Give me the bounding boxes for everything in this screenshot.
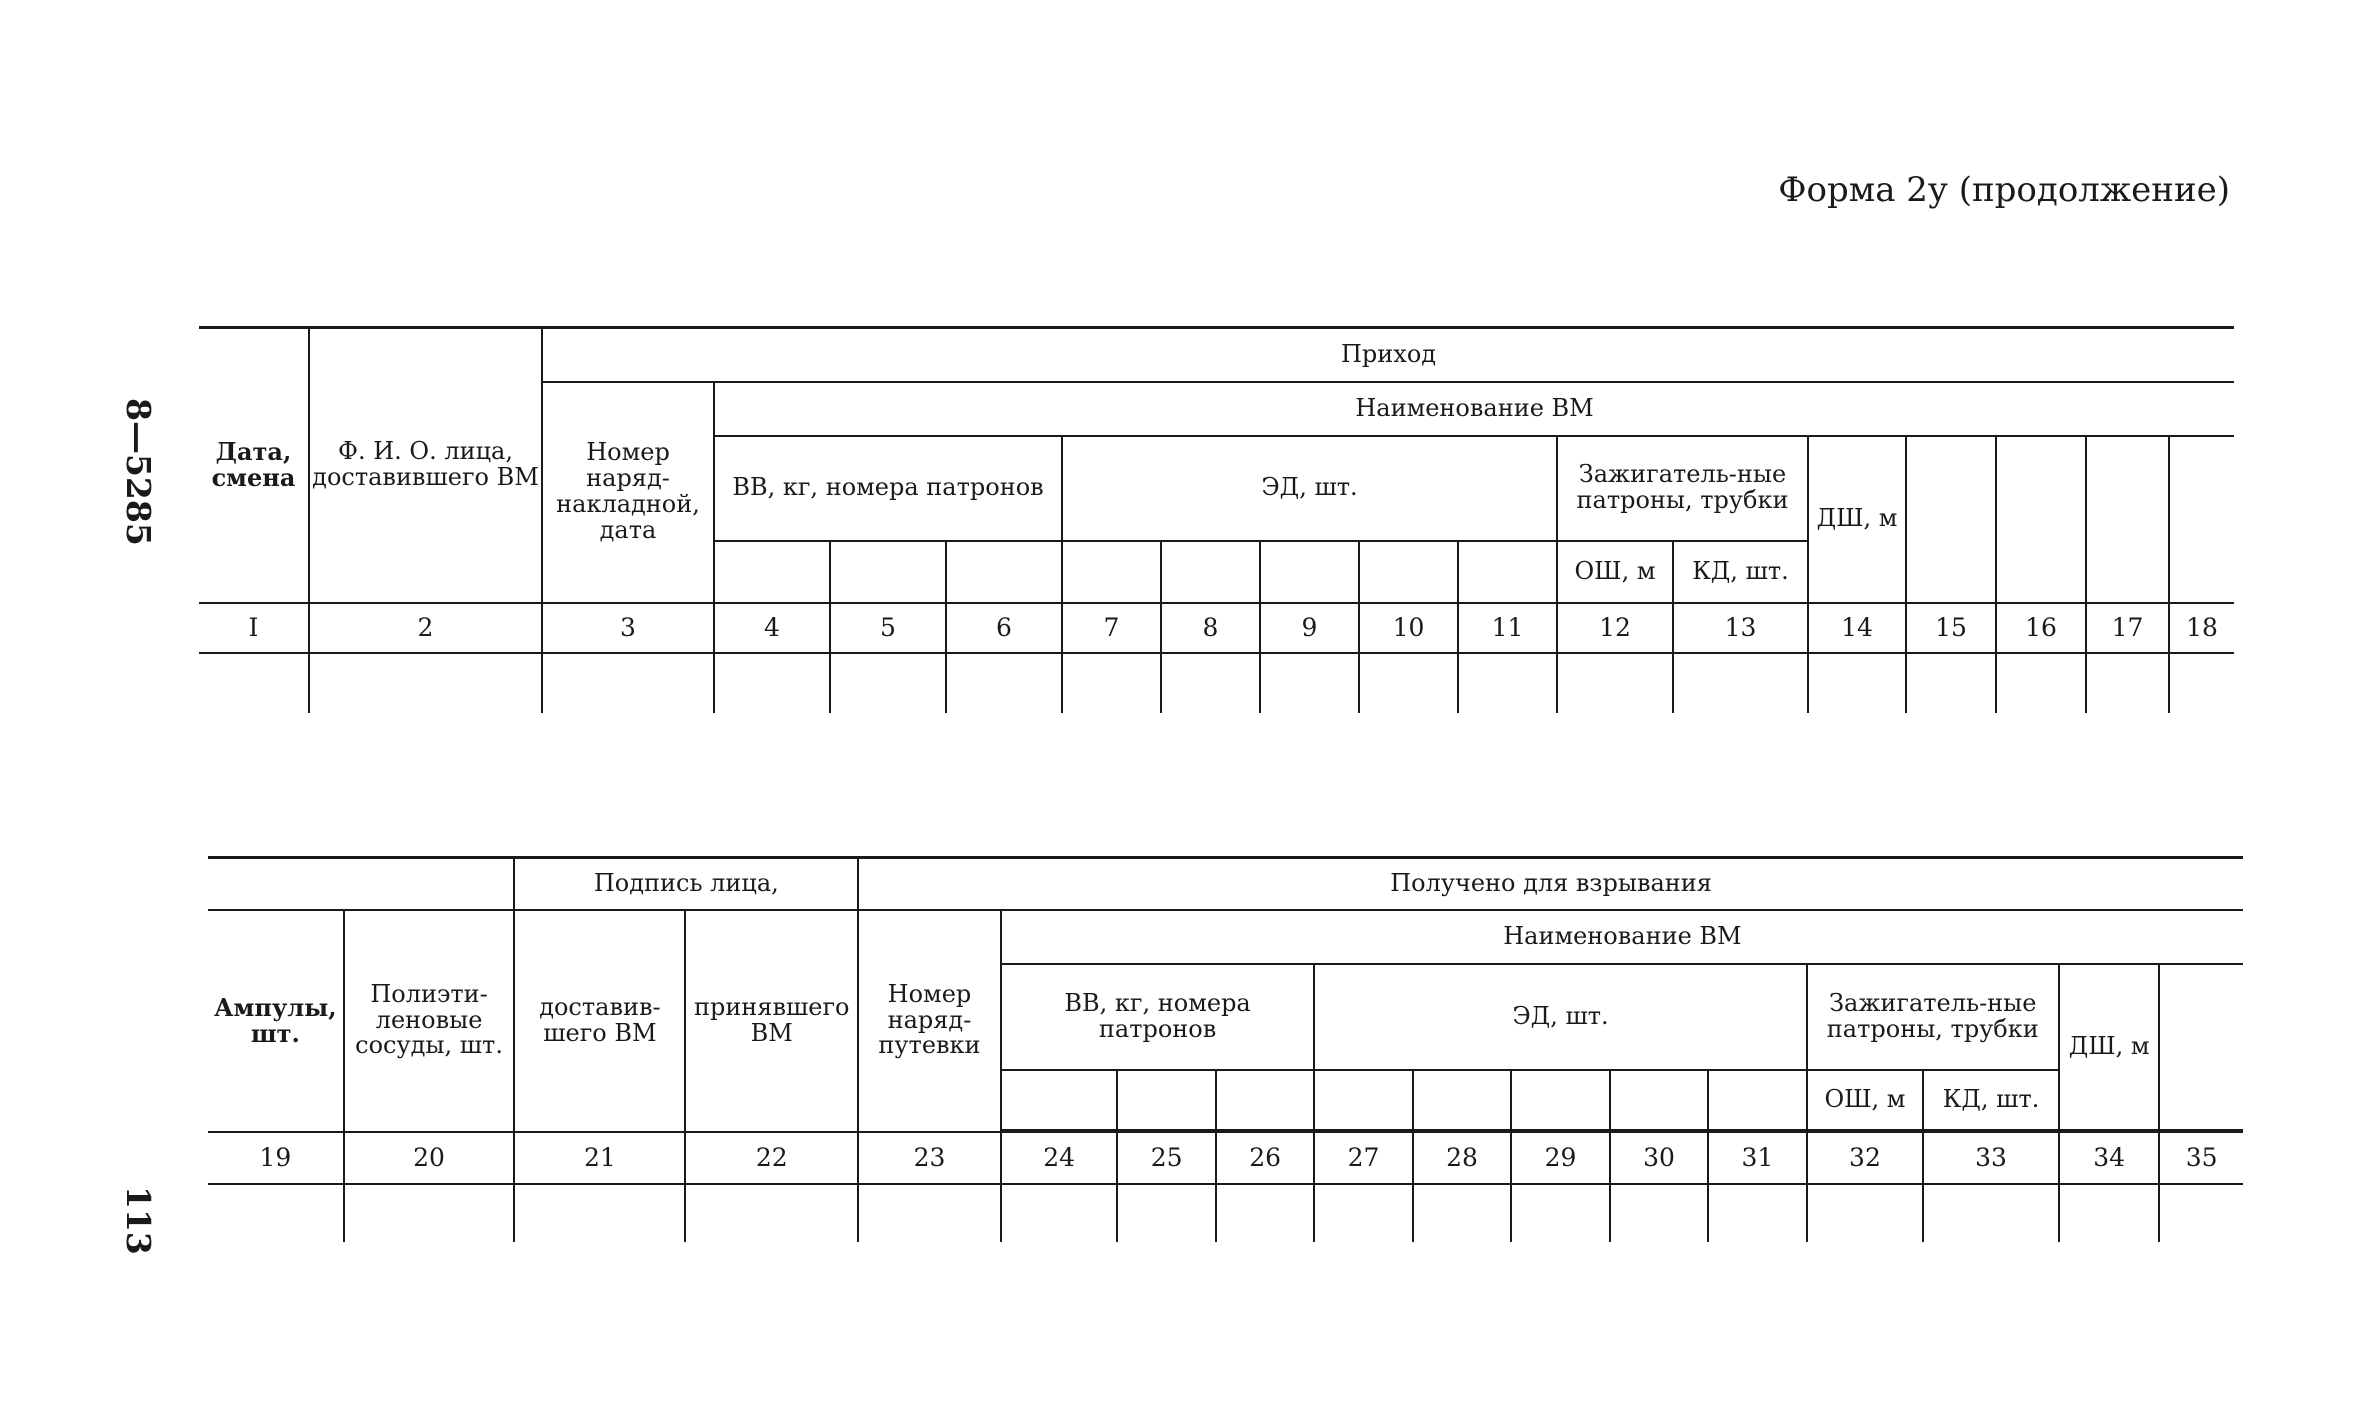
- column-number: 34: [2059, 1132, 2159, 1184]
- empty-cell: [1807, 1184, 1924, 1242]
- column-number: 32: [1807, 1132, 1924, 1184]
- column-number: I: [199, 603, 309, 653]
- column-number: 4: [714, 603, 830, 653]
- header-blank-17: [2086, 436, 2169, 603]
- header-ed-sub-30: [1610, 1070, 1708, 1130]
- header-polucheno: Получено для взрывания: [858, 858, 2243, 910]
- column-number: 14: [1808, 603, 1906, 653]
- empty-cell: [1117, 1184, 1215, 1242]
- column-number: 28: [1413, 1132, 1511, 1184]
- empty-cell: [714, 653, 830, 713]
- column-number: 20: [344, 1132, 515, 1184]
- column-number: 6: [946, 603, 1062, 653]
- column-number: 18: [2169, 603, 2234, 653]
- header-ed-sub-27: [1314, 1070, 1412, 1130]
- top-table: [199, 326, 2234, 713]
- header-vv: ВВ, кг, номера патронов: [714, 436, 1062, 541]
- column-number: 31: [1708, 1132, 1806, 1184]
- column-number: 22: [685, 1132, 858, 1184]
- header-ed-sub-9: [1260, 541, 1359, 603]
- empty-cell: [685, 1184, 858, 1242]
- header-podpis: Подпись лица,: [514, 858, 858, 910]
- header-blank-left: [208, 858, 514, 910]
- column-number: 25: [1117, 1132, 1215, 1184]
- header-blank-18: [2169, 436, 2234, 603]
- empty-cell: [1458, 653, 1557, 713]
- header-osh: ОШ, м: [1807, 1070, 1924, 1130]
- header-osh: ОШ, м: [1557, 541, 1673, 603]
- empty-cell: [830, 653, 946, 713]
- column-number: 30: [1610, 1132, 1708, 1184]
- empty-cell: [309, 653, 542, 713]
- column-number: 13: [1673, 603, 1808, 653]
- header-nomer-putevki: Номер наряд-путевки: [858, 910, 1001, 1132]
- header-dostavivshego: доставив-шего ВМ: [514, 910, 685, 1132]
- column-number: 9: [1260, 603, 1359, 653]
- header-blank-15: [1906, 436, 1996, 603]
- column-number: 12: [1557, 603, 1673, 653]
- header-ampuly: Ампулы, шт.: [208, 910, 344, 1132]
- column-number: 21: [514, 1132, 685, 1184]
- empty-cell: [1001, 1184, 1118, 1242]
- header-vv-sub-4: [714, 541, 830, 603]
- empty-cell: [344, 1184, 515, 1242]
- column-number: 33: [1923, 1132, 2059, 1184]
- column-numbers-row: [199, 603, 2234, 653]
- column-number: 3: [542, 603, 714, 653]
- header-ed-sub-10: [1359, 541, 1458, 603]
- empty-cell: [946, 653, 1062, 713]
- column-number: 17: [2086, 603, 2169, 653]
- header-zazhig: Зажигатель-ные патроны, трубки: [1557, 436, 1808, 541]
- column-number: 23: [858, 1132, 1001, 1184]
- empty-cell: [542, 653, 714, 713]
- header-vv: ВВ, кг, номера патронов: [1001, 964, 1315, 1070]
- column-number: 2: [309, 603, 542, 653]
- empty-cell: [1557, 653, 1673, 713]
- header-vv-sub-6: [946, 541, 1062, 603]
- header-naimenovanie-vm: Наименование ВМ: [714, 382, 2234, 436]
- empty-cell: [1610, 1184, 1708, 1242]
- empty-cell: [1808, 653, 1906, 713]
- empty-entry-row: [199, 653, 2234, 713]
- header-nomer-naryad: Номер наряд-накладной, дата: [542, 382, 714, 603]
- empty-cell: [1708, 1184, 1806, 1242]
- header-vv-sub-5: [830, 541, 946, 603]
- empty-cell: [1216, 1184, 1314, 1242]
- column-number: 26: [1216, 1132, 1314, 1184]
- column-number: 5: [830, 603, 946, 653]
- column-number: 27: [1314, 1132, 1412, 1184]
- column-number: 35: [2159, 1132, 2243, 1184]
- header-blank-35: [2159, 964, 2243, 1130]
- empty-cell: [2159, 1184, 2243, 1242]
- header-vv-sub-26: [1216, 1070, 1314, 1130]
- page-number: 113: [119, 1186, 158, 1255]
- page-side-code: 8—5285: [119, 398, 158, 546]
- column-number: 16: [1996, 603, 2086, 653]
- empty-cell: [2169, 653, 2234, 713]
- empty-cell: [1511, 1184, 1609, 1242]
- header-ed-sub-7: [1062, 541, 1161, 603]
- header-ed-sub-11: [1458, 541, 1557, 603]
- header-kd: КД, шт.: [1923, 1070, 2059, 1130]
- header-polietilen: Полиэти-леновые сосуды, шт.: [344, 910, 515, 1132]
- header-date-shift: Дата, смена: [199, 328, 309, 603]
- column-number: 15: [1906, 603, 1996, 653]
- empty-cell: [1673, 653, 1808, 713]
- empty-cell: [1359, 653, 1458, 713]
- empty-cell: [858, 1184, 1001, 1242]
- header-vv-sub-24: [1001, 1070, 1118, 1130]
- empty-cell: [1161, 653, 1260, 713]
- column-number: 29: [1511, 1132, 1609, 1184]
- column-number: 10: [1359, 603, 1458, 653]
- column-number: 11: [1458, 603, 1557, 653]
- column-number: 19: [208, 1132, 344, 1184]
- header-ed-sub-29: [1511, 1070, 1609, 1130]
- column-numbers-row: [208, 1132, 2243, 1184]
- empty-cell: [1260, 653, 1359, 713]
- header-ed-sub-8: [1161, 541, 1260, 603]
- empty-cell: [514, 1184, 685, 1242]
- header-vv-sub-25: [1117, 1070, 1215, 1130]
- empty-cell: [1314, 1184, 1412, 1242]
- header-blank-16: [1996, 436, 2086, 603]
- header-fio: Ф. И. О. лица, доставившего ВМ: [309, 328, 542, 603]
- empty-cell: [1906, 653, 1996, 713]
- column-number: 8: [1161, 603, 1260, 653]
- column-number: 24: [1001, 1132, 1118, 1184]
- header-prikhod: Приход: [542, 328, 2234, 382]
- header-ed-sub-28: [1413, 1070, 1511, 1130]
- header-dsh: ДШ, м: [1808, 436, 1906, 603]
- header-prinyavshego: принявшего ВМ: [685, 910, 858, 1132]
- header-zazhig: Зажигатель-ные патроны, трубки: [1807, 964, 2059, 1070]
- column-number: 7: [1062, 603, 1161, 653]
- empty-cell: [1996, 653, 2086, 713]
- empty-entry-row: [208, 1184, 2243, 1242]
- header-dsh: ДШ, м: [2059, 964, 2159, 1130]
- header-kd: КД, шт.: [1673, 541, 1808, 603]
- empty-cell: [1923, 1184, 2059, 1242]
- bottom-table: [208, 856, 2243, 1242]
- header-ed: ЭД, шт.: [1062, 436, 1557, 541]
- header-ed-sub-31: [1708, 1070, 1806, 1130]
- header-naimenovanie-vm: Наименование ВМ: [1001, 910, 2243, 964]
- form-title: Форма 2у (продолжение): [1778, 170, 2230, 210]
- empty-cell: [2086, 653, 2169, 713]
- empty-cell: [208, 1184, 344, 1242]
- empty-cell: [1413, 1184, 1511, 1242]
- empty-cell: [2059, 1184, 2159, 1242]
- empty-cell: [199, 653, 309, 713]
- header-ed: ЭД, шт.: [1314, 964, 1806, 1070]
- empty-cell: [1062, 653, 1161, 713]
